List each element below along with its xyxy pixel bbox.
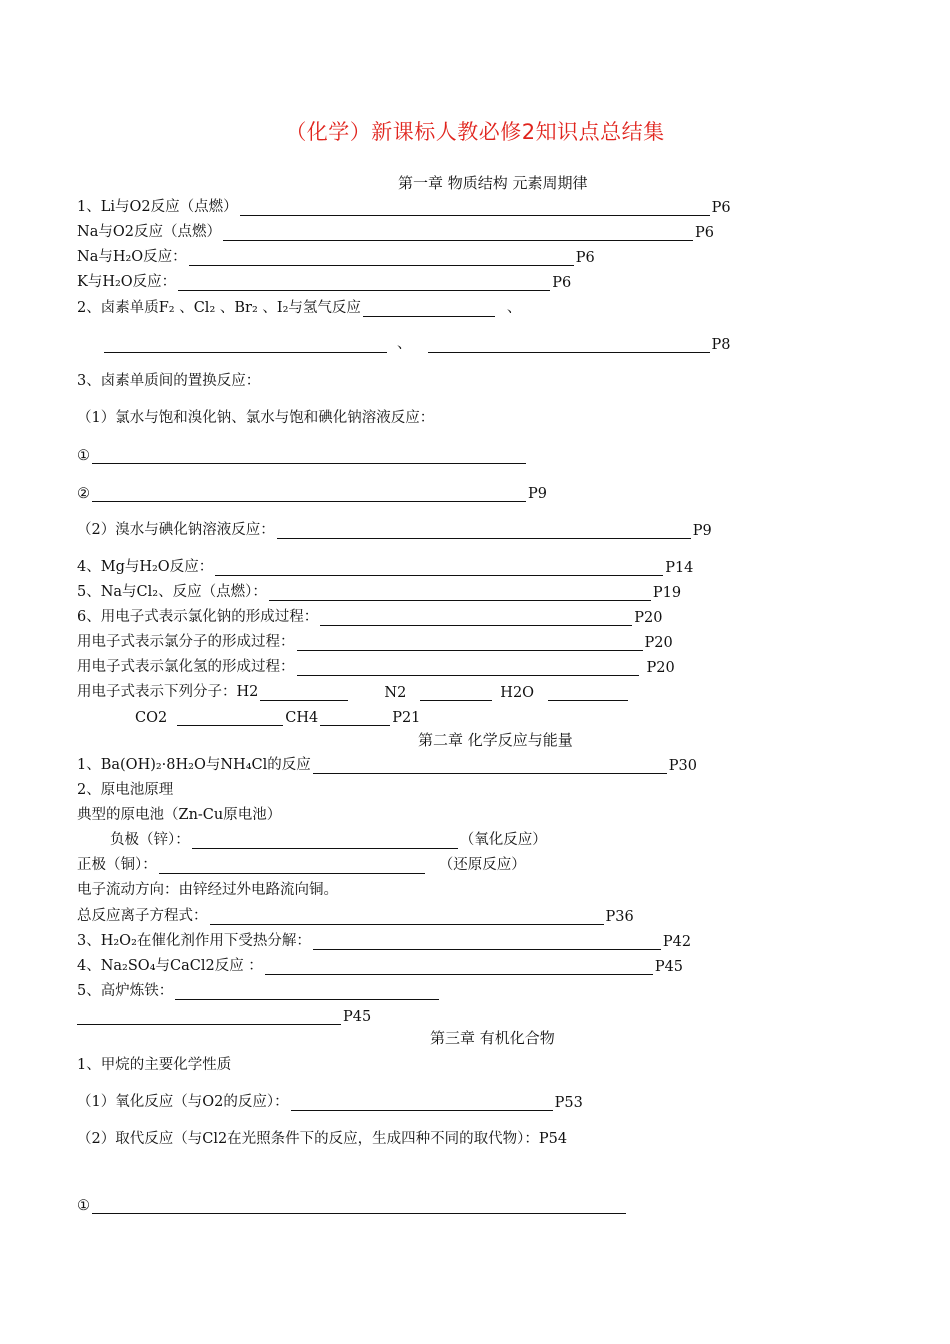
- question-label: 3、卤素单质间的置换反应：: [77, 373, 261, 389]
- page-ref: P8: [711, 337, 731, 353]
- answer-line-1: [77, 442, 528, 464]
- question-label: 4、Mg与H₂O反应：: [77, 559, 214, 575]
- page-ref: P9: [692, 523, 712, 539]
- page-ref: P19: [652, 585, 682, 601]
- question-label: K与H₂O反应：: [77, 274, 177, 290]
- section-galvanic-cell: [77, 777, 173, 799]
- document-title: （化学）新课标人教必修2知识点总结集: [285, 120, 665, 144]
- answer-blank[interactable]: [313, 758, 667, 774]
- question-label: （1）氧化反应（与O2的反应）：: [77, 1094, 289, 1110]
- question-molecules: [77, 679, 630, 701]
- answer-blank[interactable]: [92, 448, 526, 464]
- answer-blank[interactable]: [548, 685, 628, 701]
- answer-blank[interactable]: [189, 250, 574, 266]
- molecule-label: H2O: [500, 685, 535, 701]
- question-na-cl2: [77, 579, 681, 601]
- answer-blank[interactable]: [210, 909, 604, 925]
- question-mg-h2o: [77, 554, 693, 576]
- answer-blank[interactable]: [277, 523, 691, 539]
- question-label: 6、用电子式表示氯化钠的形成过程：: [77, 609, 319, 625]
- reaction-note: （氧化反应）: [459, 832, 547, 848]
- question-label: （1）氯水与饱和溴化钠、氯水与饱和碘化钠溶液反应：: [77, 410, 435, 426]
- question-label: 3、H₂O₂在催化剂作用下受热分解：: [77, 933, 311, 949]
- answer-line-2: [77, 480, 547, 502]
- question-label: 用电子式表示氯分子的形成过程：: [77, 634, 295, 650]
- question-label: 1、Li与O2反应（点燃）: [77, 199, 238, 215]
- question-chlorine-water: [77, 405, 434, 427]
- chapter-2-heading: 第二章 化学反应与能量: [418, 731, 573, 749]
- page-ref: P6: [575, 250, 595, 266]
- answer-blank[interactable]: [175, 984, 439, 1000]
- question-hcl-formation: [77, 654, 675, 676]
- answer-blank[interactable]: [320, 710, 390, 726]
- question-blast-furnace-cont: [77, 1003, 371, 1025]
- page-ref: P6: [552, 275, 572, 291]
- separator: 、: [397, 336, 412, 352]
- page-ref: P21: [392, 710, 421, 726]
- section-methane: [77, 1052, 231, 1074]
- page-ref: P9: [528, 486, 547, 502]
- answer-blank[interactable]: [313, 934, 661, 950]
- question-label: 5、高炉炼铁：: [77, 983, 174, 999]
- question-label: （2）取代反应（与Cl2在光照条件下的反应，生成四种不同的取代物）：P54: [77, 1131, 568, 1147]
- answer-blank[interactable]: [420, 685, 492, 701]
- molecule-label: CH4: [285, 710, 319, 726]
- page-ref: P20: [646, 660, 675, 676]
- page-ref: P30: [668, 758, 697, 774]
- question-methane-substitution: [77, 1126, 567, 1148]
- question-label: 负极（锌）：: [110, 832, 190, 848]
- answer-blank[interactable]: [92, 1198, 626, 1214]
- page-ref: P20: [634, 610, 663, 626]
- reaction-note: （还原反应）: [438, 857, 526, 873]
- answer-blank[interactable]: [269, 585, 651, 601]
- circled-number: ②: [77, 486, 90, 502]
- answer-blank[interactable]: [177, 710, 283, 726]
- question-methane-oxidation: [77, 1089, 583, 1111]
- answer-blank[interactable]: [215, 560, 663, 576]
- answer-blank[interactable]: [320, 610, 632, 626]
- answer-blank[interactable]: [223, 225, 693, 241]
- answer-blank[interactable]: [297, 660, 639, 676]
- question-label: 5、Na与Cl₂、反应（点燃）：: [77, 584, 267, 600]
- question-label: 总反应离子方程式：: [77, 908, 208, 924]
- question-positive-electrode: [77, 852, 526, 874]
- page-ref: P14: [665, 560, 694, 576]
- answer-blank[interactable]: [192, 833, 458, 849]
- circled-number: ①: [77, 448, 90, 464]
- question-nacl-formation: [77, 604, 662, 626]
- answer-blank[interactable]: [240, 200, 710, 216]
- answer-blank[interactable]: [77, 1009, 341, 1025]
- question-k-h2o: [77, 269, 571, 291]
- answer-blank[interactable]: [92, 486, 526, 502]
- question-displacement: [77, 368, 260, 390]
- answer-blank[interactable]: [265, 959, 653, 975]
- answer-blank[interactable]: [104, 337, 387, 353]
- molecule-label: N2: [384, 685, 407, 701]
- answer-blank[interactable]: [178, 275, 550, 291]
- question-label: Na与O2反应（点燃）: [77, 224, 221, 240]
- answer-blank[interactable]: [159, 858, 425, 874]
- question-label: 2、卤素单质F₂ 、Cl₂ 、Br₂ 、I₂与氢气反应: [77, 300, 361, 316]
- question-label: （2）溴水与碘化钠溶液反应：: [77, 522, 275, 538]
- separator: 、: [506, 300, 522, 316]
- question-na-o2: [77, 219, 714, 241]
- question-na2so4-cacl2: [77, 953, 683, 975]
- question-baoh2-nh4cl: [77, 752, 697, 774]
- answer-blank[interactable]: [260, 685, 348, 701]
- chapter-3-heading: 第三章 有机化合物: [430, 1029, 555, 1047]
- page-ref: P6: [711, 200, 731, 216]
- question-blast-furnace: [77, 978, 441, 1000]
- page-ref: P36: [605, 909, 634, 925]
- question-label: 正极（铜）：: [77, 857, 157, 873]
- answer-blank[interactable]: [363, 301, 495, 317]
- question-label: 4、Na₂SO₄与CaCl2反应 ：: [77, 958, 263, 974]
- answer-line-substitution-1: [77, 1192, 628, 1214]
- question-halogen-h2-cont: [102, 331, 730, 353]
- question-label: 用电子式表示氯化氢的形成过程：: [77, 659, 295, 675]
- question-label: 典型的原电池（Zn-Cu原电池）: [77, 807, 282, 823]
- page-ref: P42: [662, 934, 692, 950]
- page-ref: P20: [644, 635, 673, 651]
- page-ref: P45: [343, 1009, 372, 1025]
- statement: 电子流动方向：由锌经过外电路流向铜。: [77, 882, 338, 898]
- question-label: 2、原电池原理: [77, 782, 174, 798]
- chapter-1-heading: 第一章 物质结构 元素周期律: [398, 174, 588, 192]
- question-label: Na与H₂O反应：: [77, 249, 187, 265]
- page-ref: P45: [654, 959, 684, 975]
- question-h2o2-decomposition: [77, 928, 691, 950]
- answer-blank[interactable]: [297, 635, 643, 651]
- question-na-h2o: [77, 244, 595, 266]
- question-negative-electrode: [110, 827, 547, 849]
- molecule-label: CO2: [135, 710, 168, 726]
- page-ref: P53: [554, 1095, 583, 1111]
- question-halogen-h2: [77, 295, 521, 317]
- question-molecules-cont: [135, 704, 420, 726]
- question-li-o2: [77, 194, 731, 216]
- question-label: 用电子式表示下列分子：H2: [77, 684, 259, 700]
- answer-blank[interactable]: [428, 337, 710, 353]
- question-total-ionic: [77, 903, 634, 925]
- electron-flow-text: [77, 877, 338, 899]
- question-bromine-water: [77, 517, 712, 539]
- question-label: 1、甲烷的主要化学性质: [77, 1057, 232, 1073]
- page-ref: P6: [694, 225, 714, 241]
- question-cl2-formation: [77, 629, 673, 651]
- circled-number: ①: [77, 1198, 90, 1214]
- question-label: 1、Ba(OH)₂·8H₂O与NH₄Cl的反应: [77, 757, 311, 773]
- section-zn-cu-cell: [77, 802, 281, 824]
- answer-blank[interactable]: [291, 1095, 553, 1111]
